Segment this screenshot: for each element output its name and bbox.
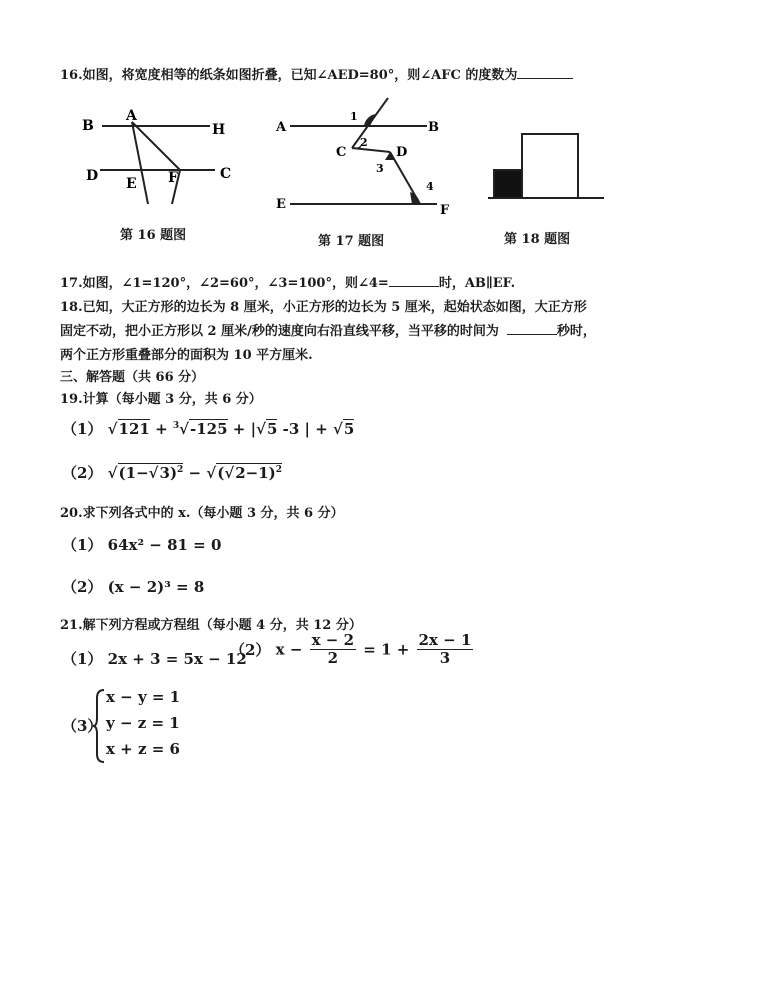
q19-p1-op-2: + xyxy=(232,420,246,438)
q21-p2-mid: = 1 + xyxy=(363,640,410,659)
q20-p2-expr: (x − 2)³ = 8 xyxy=(107,578,205,596)
q20-p1-label: （1） xyxy=(62,536,103,554)
question-19-part-2 xyxy=(62,462,282,483)
q19-p1-root-index: 3 xyxy=(172,421,180,431)
q19-p2-radicand-2 xyxy=(216,463,282,482)
q19-p2-label: （2） xyxy=(62,464,103,482)
sqrt-icon: √ xyxy=(179,420,190,438)
q19-p2-t1: 3 xyxy=(159,464,170,482)
q19-p1-label: （1） xyxy=(62,420,103,438)
fig17-label-3: 3 xyxy=(376,162,384,175)
figure-16 xyxy=(80,108,250,208)
question-18-line2a: 固定不动，把小正方形以 2 厘米/秒的速度向右沿直线平移，当平移的时间为 xyxy=(60,324,499,339)
fig17-label-a: A xyxy=(276,120,287,135)
section-3-title: 三、解答题（共 66 分） xyxy=(60,370,205,385)
sqrt-icon: √ xyxy=(206,464,217,482)
figure-18 xyxy=(486,126,606,202)
q19-p2-t3: 2 xyxy=(177,465,184,475)
q20-p1-expr: 64x² − 81 = 0 xyxy=(107,536,222,554)
question-20-part-2 xyxy=(62,576,204,597)
q19-p2-t6: 2 xyxy=(235,464,246,482)
answer-blank-18[interactable] xyxy=(507,334,557,335)
q19-p1-radicand-4: 5 xyxy=(343,420,355,438)
question-20-part-1 xyxy=(62,534,221,555)
fig16-label-h: H xyxy=(212,122,226,138)
q21-p3-eq-2: y − z = 1 xyxy=(106,714,180,732)
figure-16-caption: 第 16 题图 xyxy=(120,228,187,243)
figure-18-caption: 第 18 题图 xyxy=(504,232,571,247)
sqrt-icon: √ xyxy=(148,464,159,482)
fig16-label-d: D xyxy=(86,168,99,184)
q21-p2-f1-den: 2 xyxy=(327,649,339,667)
q21-p2-f2-den: 3 xyxy=(439,649,451,667)
fig16-label-e: E xyxy=(126,176,137,192)
fig17-label-e: E xyxy=(276,197,286,212)
sqrt-icon: √ xyxy=(256,420,266,438)
fig16-label-c: C xyxy=(220,166,232,182)
q19-p1-radicand-2: -125 xyxy=(190,420,228,438)
fig17-label-1: 1 xyxy=(350,110,358,123)
q21-p2-f1-num: x − 2 xyxy=(311,631,355,649)
sqrt-icon: √ xyxy=(224,464,235,482)
question-17 xyxy=(60,272,515,291)
sqrt-icon: √ xyxy=(107,420,118,438)
question-18-line2 xyxy=(60,320,596,339)
q19-p2-t0: (1− xyxy=(118,464,149,482)
q21-p2-pre: x − xyxy=(275,640,303,659)
question-18-line2b: 秒时， xyxy=(556,324,596,339)
fig16-label-b: B xyxy=(82,118,94,134)
q19-p1-minus-3: -3 xyxy=(282,420,300,438)
q19-p1-op-1: + xyxy=(155,420,168,438)
answer-blank-16[interactable] xyxy=(517,78,573,79)
q21-p2-fraction-1 xyxy=(310,632,356,667)
question-17-text-b: 时，AB∥EF. xyxy=(438,276,516,291)
q21-p1-expr: 2x + 3 = 5x − 12 xyxy=(107,650,247,668)
left-brace-icon xyxy=(92,688,106,764)
question-20-title: 20.求下列各式中的 x.（每小题 3 分，共 6 分） xyxy=(60,506,344,521)
figure-17-caption: 第 17 题图 xyxy=(318,234,385,249)
q21-p2-label: （2） xyxy=(230,641,271,659)
fig17-label-2: 2 xyxy=(360,136,368,149)
q19-p2-radicand-1 xyxy=(118,463,184,482)
q19-p1-op-3: + xyxy=(315,420,328,438)
figure-17 xyxy=(272,96,462,218)
q21-p1-label: （1） xyxy=(62,650,103,668)
q19-p1-radicand-3: 5 xyxy=(266,420,278,438)
sqrt-icon: √ xyxy=(333,420,343,438)
question-16 xyxy=(60,64,573,83)
fig17-label-c: C xyxy=(336,145,347,160)
question-21-title: 21.解下列方程或方程组（每小题 4 分，共 12 分） xyxy=(60,618,362,633)
q21-p2-f2-num: 2x − 1 xyxy=(418,631,472,649)
q19-p2-t7: −1) xyxy=(245,464,276,482)
fig17-label-b: B xyxy=(428,120,439,135)
q19-p2-t8: 2 xyxy=(275,465,282,475)
sqrt-icon: √ xyxy=(107,464,118,482)
fig17-label-4: 4 xyxy=(426,180,434,193)
question-21-part-1 xyxy=(62,648,247,669)
question-18-line3: 两个正方形重叠部分的面积为 10 平方厘米. xyxy=(60,348,313,363)
fig17-label-d: D xyxy=(396,145,408,160)
q19-p1-radicand-1: 121 xyxy=(118,420,150,438)
q21-p3-eq-1: x − y = 1 xyxy=(106,688,181,706)
question-18-line1: 18.已知，大正方形的边长为 8 厘米，小正方形的边长为 5 厘米，起始状态如图，大正方形 xyxy=(60,300,587,315)
question-16-text: 16.如图，将宽度相等的纸条如图折叠，已知∠AED=80°，则∠AFC 的度数为 xyxy=(60,68,518,83)
question-19-part-1 xyxy=(62,418,354,439)
q21-p3-label: （3） xyxy=(62,717,103,735)
q19-p2-t2: ) xyxy=(169,464,178,482)
fig17-label-f: F xyxy=(440,203,450,218)
abs-bar-icon: | xyxy=(250,420,257,438)
fig16-label-a: A xyxy=(126,108,137,124)
answer-blank-17[interactable] xyxy=(389,286,439,287)
q21-p2-fraction-2 xyxy=(417,632,474,667)
abs-bar-icon: | xyxy=(304,420,310,438)
question-17-text-a: 17.如图，∠1=120°，∠2=60°，∠3=100°，则∠4= xyxy=(60,276,389,291)
question-21-part-2 xyxy=(230,632,475,667)
fig16-label-f: F xyxy=(168,170,178,186)
question-19-title: 19.计算（每小题 3 分，共 6 分） xyxy=(60,392,262,407)
q21-p3-eq-3: x + z = 6 xyxy=(106,740,180,758)
q19-p2-t4: − xyxy=(188,464,202,482)
q20-p2-label: （2） xyxy=(62,578,103,596)
q19-p2-t5: ( xyxy=(217,464,225,482)
